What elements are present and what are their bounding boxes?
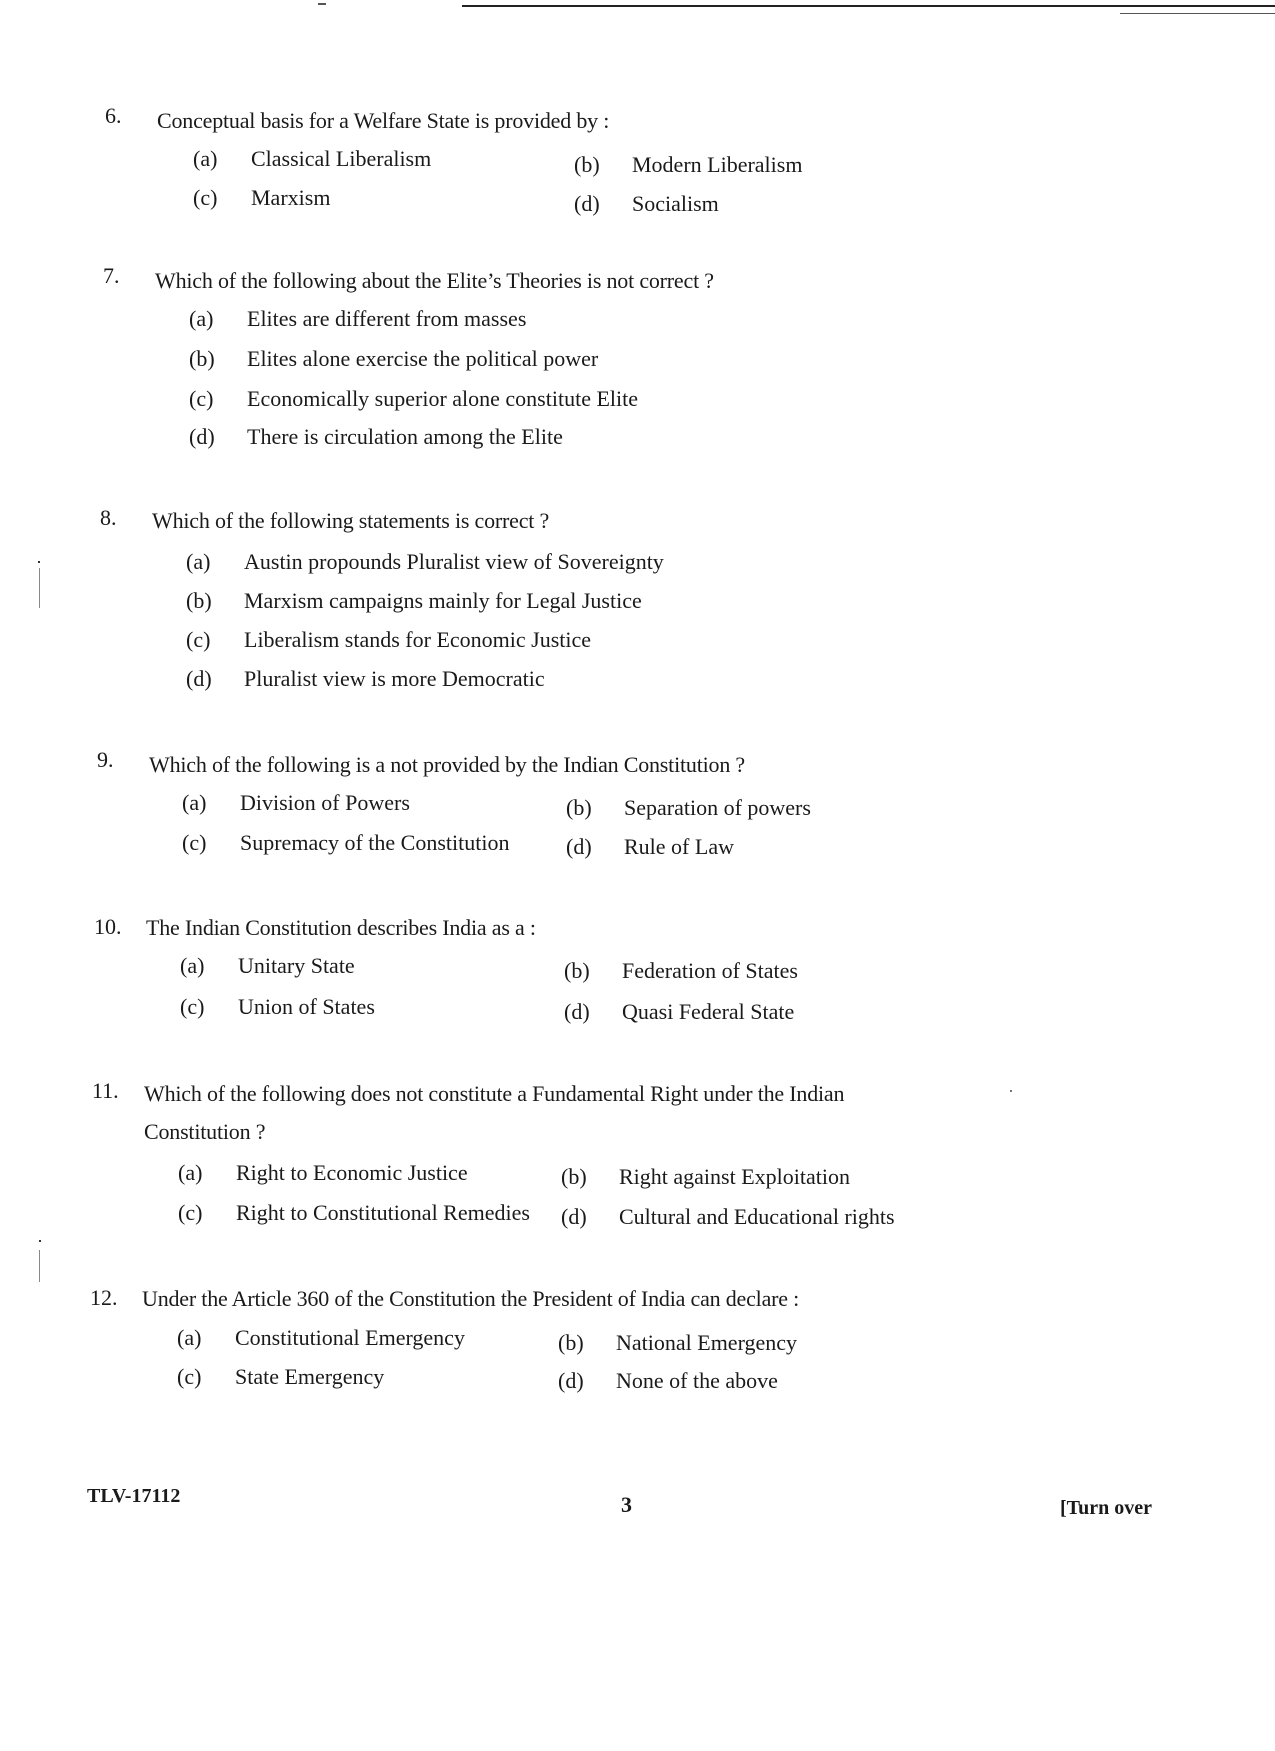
option-label: (c)	[177, 1364, 202, 1389]
option-b	[566, 795, 811, 821]
option-b	[558, 1330, 797, 1356]
option-label: (d)	[561, 1204, 587, 1229]
option-text: Supremacy of the Constitution	[240, 830, 510, 855]
option-text: Division of Powers	[240, 790, 410, 815]
option-text: Pluralist view is more Democratic	[244, 666, 545, 691]
option-text: Rule of Law	[624, 834, 734, 859]
option-label: (a)	[189, 306, 214, 331]
question-text: Under the Article 360 of the Constitution the President of India can declare :	[142, 1286, 800, 1311]
option-label: (c)	[180, 994, 205, 1019]
option-label: (b)	[566, 795, 592, 820]
option-label: (b)	[558, 1330, 584, 1355]
option-label: (a)	[180, 953, 205, 978]
option-label: (c)	[182, 830, 207, 855]
option-text: State Emergency	[235, 1364, 385, 1389]
question-number: 6.	[105, 103, 122, 128]
option-d	[574, 191, 719, 217]
option-label: (c)	[193, 185, 218, 210]
option-text: Quasi Federal State	[622, 999, 795, 1024]
option-text: Modern Liberalism	[632, 152, 803, 177]
turn-over-note: [Turn over	[1060, 1497, 1153, 1519]
option-text: Austin propounds Pluralist view of Sovereignty	[244, 549, 664, 574]
option-label: (c)	[189, 386, 214, 411]
option-label: (a)	[193, 146, 218, 171]
scan-speck	[38, 561, 40, 563]
scan-speck	[39, 1240, 41, 1242]
option-c	[182, 830, 509, 856]
option-c	[178, 1200, 530, 1226]
option-d	[566, 834, 734, 860]
question-text-line-2: Constitution ?	[144, 1119, 266, 1144]
option-text: Right against Exploitation	[619, 1164, 850, 1189]
question-text: The Indian Constitution describes India as a :	[146, 915, 536, 940]
option-label: (d)	[564, 999, 590, 1024]
question-number: 10.	[94, 914, 122, 939]
option-b	[186, 588, 642, 614]
option-d	[564, 999, 794, 1025]
paper-code: TLV-17112	[87, 1485, 181, 1507]
option-text: Right to Constitutional Remedies	[236, 1200, 530, 1225]
option-label: (d)	[574, 191, 600, 216]
question-number: 7.	[103, 263, 120, 288]
option-a	[180, 953, 355, 979]
top-rule	[462, 5, 1275, 7]
option-d	[189, 424, 563, 450]
option-c	[193, 185, 330, 211]
option-text: Separation of powers	[624, 795, 811, 820]
option-a	[178, 1160, 468, 1186]
option-label: (a)	[186, 549, 211, 574]
option-label: (d)	[558, 1368, 584, 1393]
option-text: Elites are different from masses	[247, 306, 527, 331]
option-a	[189, 306, 526, 332]
question-number: 9.	[97, 747, 114, 772]
question-text: Which of the following statements is correct ?	[152, 508, 550, 533]
question-text-line-1: Which of the following does not constitute a Fundamental Right under the Indian	[144, 1081, 845, 1106]
option-text: Marxism campaigns mainly for Legal Justice	[244, 588, 642, 613]
option-b	[189, 346, 598, 372]
option-d	[186, 666, 545, 692]
option-b	[564, 958, 798, 984]
top-rule-secondary	[1120, 13, 1275, 14]
option-label: (a)	[182, 790, 207, 815]
option-text: Economically superior alone constitute Elite	[247, 386, 638, 411]
option-d	[561, 1204, 895, 1230]
option-label: (c)	[178, 1200, 203, 1225]
option-a	[193, 146, 431, 172]
question-number: 12.	[90, 1285, 118, 1310]
option-label: (c)	[186, 627, 211, 652]
scan-mark	[318, 3, 326, 5]
option-c	[189, 386, 638, 412]
option-c	[177, 1364, 384, 1390]
option-text: Union of States	[238, 994, 375, 1019]
scan-speck	[1010, 1090, 1012, 1092]
question-number: 8.	[100, 505, 117, 530]
option-a	[177, 1325, 465, 1351]
question-text: Which of the following is a not provided by the Indian Constitution ?	[149, 752, 745, 777]
option-d	[558, 1368, 778, 1394]
option-a	[182, 790, 410, 816]
option-label: (d)	[189, 424, 215, 449]
option-label: (b)	[186, 588, 212, 613]
option-text: National Emergency	[616, 1330, 798, 1355]
option-label: (b)	[564, 958, 590, 983]
option-label: (b)	[561, 1164, 587, 1189]
option-text: Right to Economic Justice	[236, 1160, 468, 1185]
option-text: None of the above	[616, 1368, 778, 1393]
option-text: There is circulation among the Elite	[247, 424, 563, 449]
question-text: Conceptual basis for a Welfare State is provided by :	[157, 108, 610, 133]
option-text: Unitary State	[238, 953, 355, 978]
option-b	[561, 1164, 850, 1190]
scan-mark	[39, 1250, 40, 1282]
option-label: (d)	[186, 666, 212, 691]
option-text: Cultural and Educational rights	[619, 1204, 895, 1229]
option-text: Federation of States	[622, 958, 798, 983]
option-b	[574, 152, 802, 178]
option-text: Classical Liberalism	[251, 146, 432, 171]
option-text: Constitutional Emergency	[235, 1325, 465, 1350]
question-text: Which of the following about the Elite’s Theories is not correct ?	[155, 268, 714, 293]
option-label: (a)	[178, 1160, 203, 1185]
option-label: (b)	[189, 346, 215, 371]
option-label: (d)	[566, 834, 592, 859]
scan-mark	[39, 568, 40, 608]
option-text: Socialism	[632, 191, 719, 216]
option-c	[180, 994, 375, 1020]
question-number: 11.	[92, 1078, 119, 1103]
option-text: Elites alone exercise the political power	[247, 346, 599, 371]
option-text: Marxism	[251, 185, 331, 210]
page-number: 3	[621, 1492, 632, 1517]
option-c	[186, 627, 591, 653]
option-label: (a)	[177, 1325, 202, 1350]
option-label: (b)	[574, 152, 600, 177]
option-text: Liberalism stands for Economic Justice	[244, 627, 592, 652]
option-a	[186, 549, 664, 575]
